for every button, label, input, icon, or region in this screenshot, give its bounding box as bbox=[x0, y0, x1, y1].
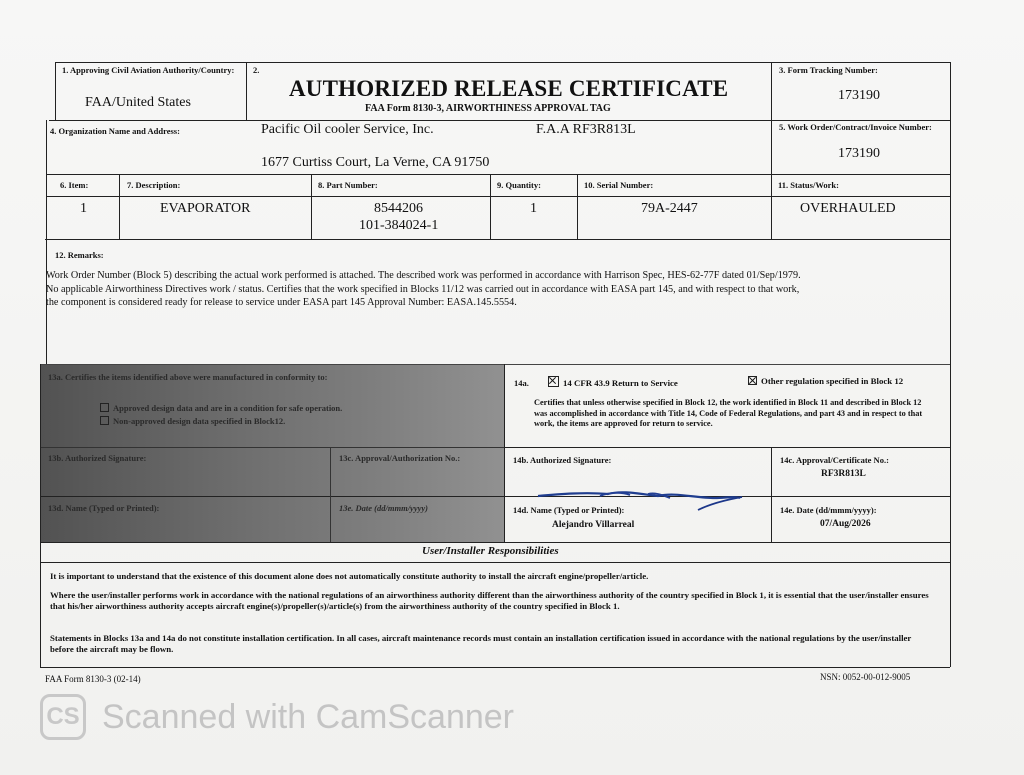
serial-number-value: 79A-2447 bbox=[641, 201, 698, 216]
remarks-line-2: No applicable Airworthiness Directives work / status. Certifies that the work specified in Blocks 11/12 was carried out in accordance with EASA part 145, and with respect to that work, bbox=[46, 284, 800, 295]
block-13a-option-non-approved: Non-approved design data specified in Block12. bbox=[100, 416, 285, 426]
camscanner-logo-icon: CS bbox=[40, 694, 86, 740]
checked-box-icon bbox=[748, 376, 757, 385]
description-value: EVAPORATOR bbox=[160, 201, 251, 216]
camscanner-watermark bbox=[40, 692, 514, 742]
release-date: 07/Aug/2026 bbox=[820, 519, 871, 529]
status-value: OVERHAULED bbox=[800, 201, 896, 216]
responsibilities-title: User/Installer Responsibilities bbox=[422, 545, 559, 557]
quantity-value: 1 bbox=[530, 201, 537, 216]
block-14d-label: 14d. Name (Typed or Printed): bbox=[513, 505, 625, 515]
part-number-1: 8544206 bbox=[374, 201, 423, 216]
block-4-label: 4. Organization Name and Address: bbox=[50, 126, 180, 136]
block-14b-label: 14b. Authorized Signature: bbox=[513, 455, 612, 465]
remarks-line-1: Work Order Number (Block 5) describing the actual work performed is attached. The described work was performed in accordance with Harrison Spec, HES-62-77F dated 01/Sep/1979. bbox=[46, 270, 801, 281]
header-part-number: 8. Part Number: bbox=[318, 180, 378, 190]
page-title: AUTHORIZED RELEASE CERTIFICATE bbox=[289, 76, 729, 101]
part-number-2: 101-384024-1 bbox=[359, 218, 439, 233]
signer-name: Alejandro Villarreal bbox=[552, 520, 635, 530]
block-13a-label: 13a. Certifies the items identified above were manufactured in conformity to: bbox=[48, 372, 328, 382]
block-5-label: 5. Work Order/Contract/Invoice Number: bbox=[779, 122, 932, 132]
checkbox-icon bbox=[100, 416, 109, 425]
approval-certificate-number: RF3R813L bbox=[821, 469, 866, 479]
block-1-label: 1. Approving Civil Aviation Authority/Country: bbox=[62, 65, 235, 75]
block-1-value: FAA/United States bbox=[85, 95, 191, 110]
remarks-line-3: the component is considered ready for release to service under EASA part 145 Approval Number: EASA.145.5554. bbox=[46, 297, 517, 308]
checkbox-icon bbox=[100, 403, 109, 412]
block-14a-certification-text: Certifies that unless otherwise specified in Block 12, the work identified in Block 11 and described in Block 12 was accomplished in accordance with Title 14, Code of Federal Regulations, and part 43 and in respect to that work, the items are approved for return to service. bbox=[534, 398, 923, 428]
responsibilities-paragraph-1: It is important to understand that the existence of this document alone does not automatically constitute authority to install the aircraft engine/propeller/article. bbox=[50, 571, 649, 581]
block-14a-option-cfr: 14 CFR 43.9 Return to Service bbox=[548, 376, 678, 388]
form-number: FAA Form 8130-3 (02-14) bbox=[45, 674, 141, 684]
header-item: 6. Item: bbox=[60, 180, 89, 190]
block-14a-label: 14a. bbox=[514, 378, 529, 388]
block-3-label: 3. Form Tracking Number: bbox=[779, 65, 878, 75]
header-quantity: 9. Quantity: bbox=[497, 180, 541, 190]
block-13b-label: 13b. Authorized Signature: bbox=[48, 453, 147, 463]
organization-faa-number: F.A.A RF3R813L bbox=[536, 122, 636, 137]
responsibilities-paragraph-3: Statements in Blocks 13a and 14a do not constitute installation certification. In all cases, aircraft maintenance records must contain an installation certification issued in accordance with the national regulations by the user/installer before the aircraft may be flown. bbox=[50, 633, 912, 654]
remarks-label: 12. Remarks: bbox=[55, 250, 104, 260]
header-serial-number: 10. Serial Number: bbox=[584, 180, 654, 190]
block-13c-label: 13c. Approval/Authorization No.: bbox=[339, 453, 461, 463]
responsibilities-paragraph-2: Where the user/installer performs work in accordance with the national regulations of an airworthiness authority different than the airworthiness authority of the country specified in Block 1, it is essential that the user/installer ensures that his/her airworthiness authority accepts aircraft engine(s)/propeller(s)/article(s) from the airworthiness authority of the country specified in Block 1. bbox=[50, 590, 929, 611]
checked-box-icon bbox=[548, 376, 559, 387]
organization-name: Pacific Oil cooler Service, Inc. bbox=[261, 122, 434, 137]
block-14e-label: 14e. Date (dd/mmm/yyyy): bbox=[780, 505, 877, 515]
header-description: 7. Description: bbox=[127, 180, 181, 190]
block-13e-label: 13e. Date (dd/mmm/yyyy) bbox=[339, 503, 428, 513]
work-order-number: 173190 bbox=[838, 146, 880, 161]
form-subtitle: FAA Form 8130-3, AIRWORTHINESS APPROVAL TAG bbox=[365, 103, 611, 114]
item-value: 1 bbox=[80, 201, 87, 216]
header-status-work: 11. Status/Work: bbox=[778, 180, 839, 190]
nsn-number: NSN: 0052-00-012-9005 bbox=[820, 672, 911, 682]
block-14c-label: 14c. Approval/Certificate No.: bbox=[780, 455, 889, 465]
organization-address: 1677 Curtiss Court, La Verne, CA 91750 bbox=[261, 155, 490, 170]
camscanner-text: Scanned with CamScanner bbox=[102, 697, 515, 736]
block-13d-label: 13d. Name (Typed or Printed): bbox=[48, 503, 160, 513]
block-14a-option-other: Other regulation specified in Block 12 bbox=[748, 376, 903, 386]
block-2-label: 2. bbox=[253, 65, 260, 75]
block-13a-option-approved: Approved design data and are in a condition for safe operation. bbox=[100, 403, 342, 413]
form-tracking-number: 173190 bbox=[838, 88, 880, 103]
